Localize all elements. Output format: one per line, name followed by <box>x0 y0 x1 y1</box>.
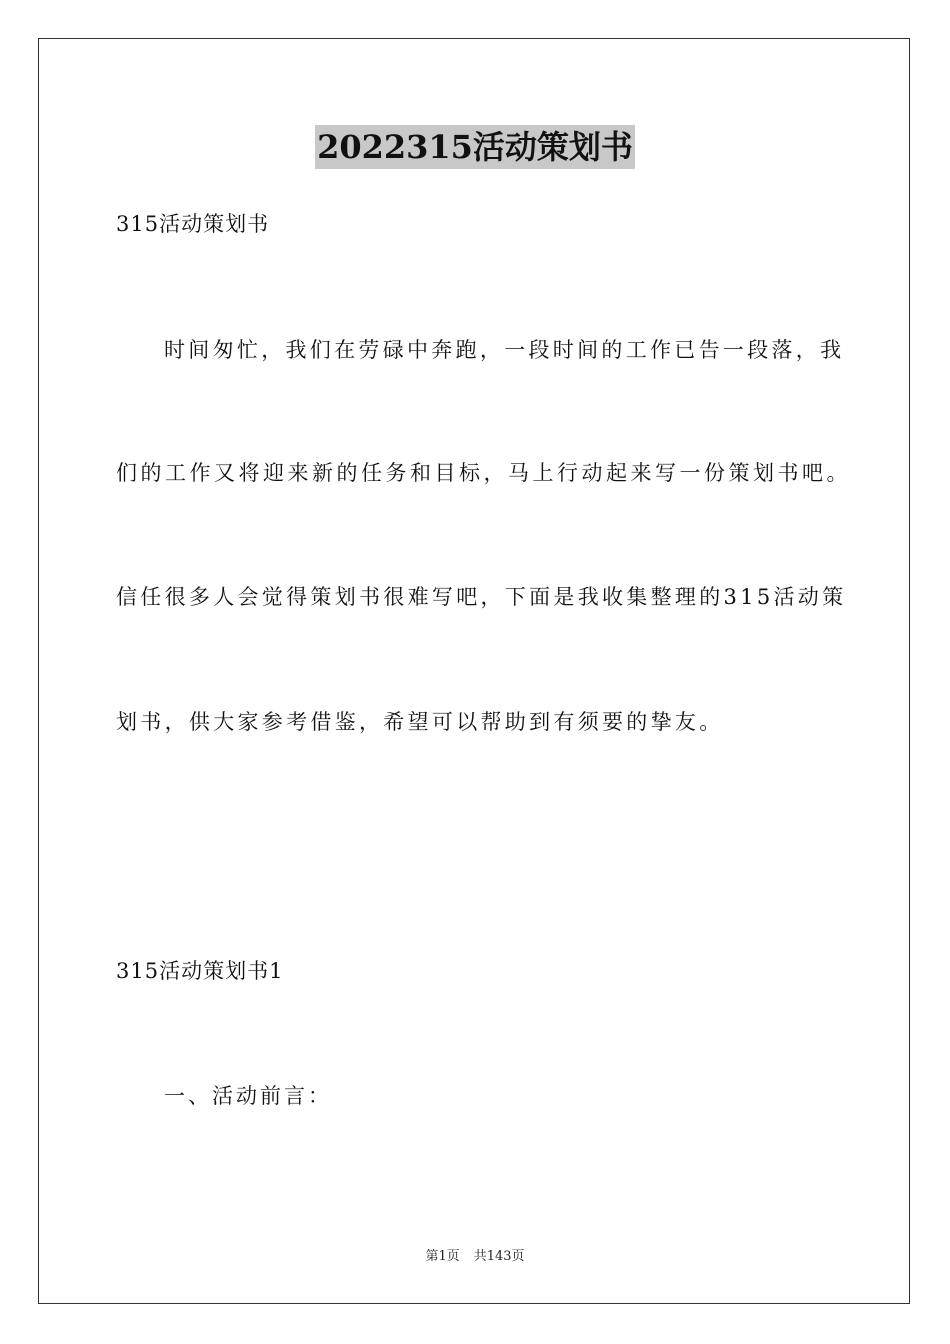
section-heading: 一、活动前言： <box>164 1084 332 1108</box>
section-title: 315活动策划书1 <box>116 959 284 983</box>
paragraph-line-2: 们的工作又将迎来新的任务和目标，马上行动起来写一份策划书吧。 <box>116 461 851 485</box>
paragraph-line-4: 划书，供大家参考借鉴，希望可以帮助到有须要的挚友。 <box>116 710 724 734</box>
page-number-total: 共143页 <box>473 1249 525 1264</box>
document-title: 2022315活动策划书 <box>315 125 635 169</box>
page-number-current: 第1页 <box>425 1249 460 1264</box>
page-footer <box>0 1248 950 1266</box>
paragraph-line-1: 时间匆忙，我们在劳碌中奔跑，一段时间的工作已告一段落，我 <box>164 338 845 362</box>
paragraph-line-3: 信任很多人会觉得策划书很难写吧，下面是我收集整理的315活动策 <box>116 585 847 609</box>
document-subtitle: 315活动策划书 <box>116 212 270 236</box>
title-container <box>0 125 950 169</box>
